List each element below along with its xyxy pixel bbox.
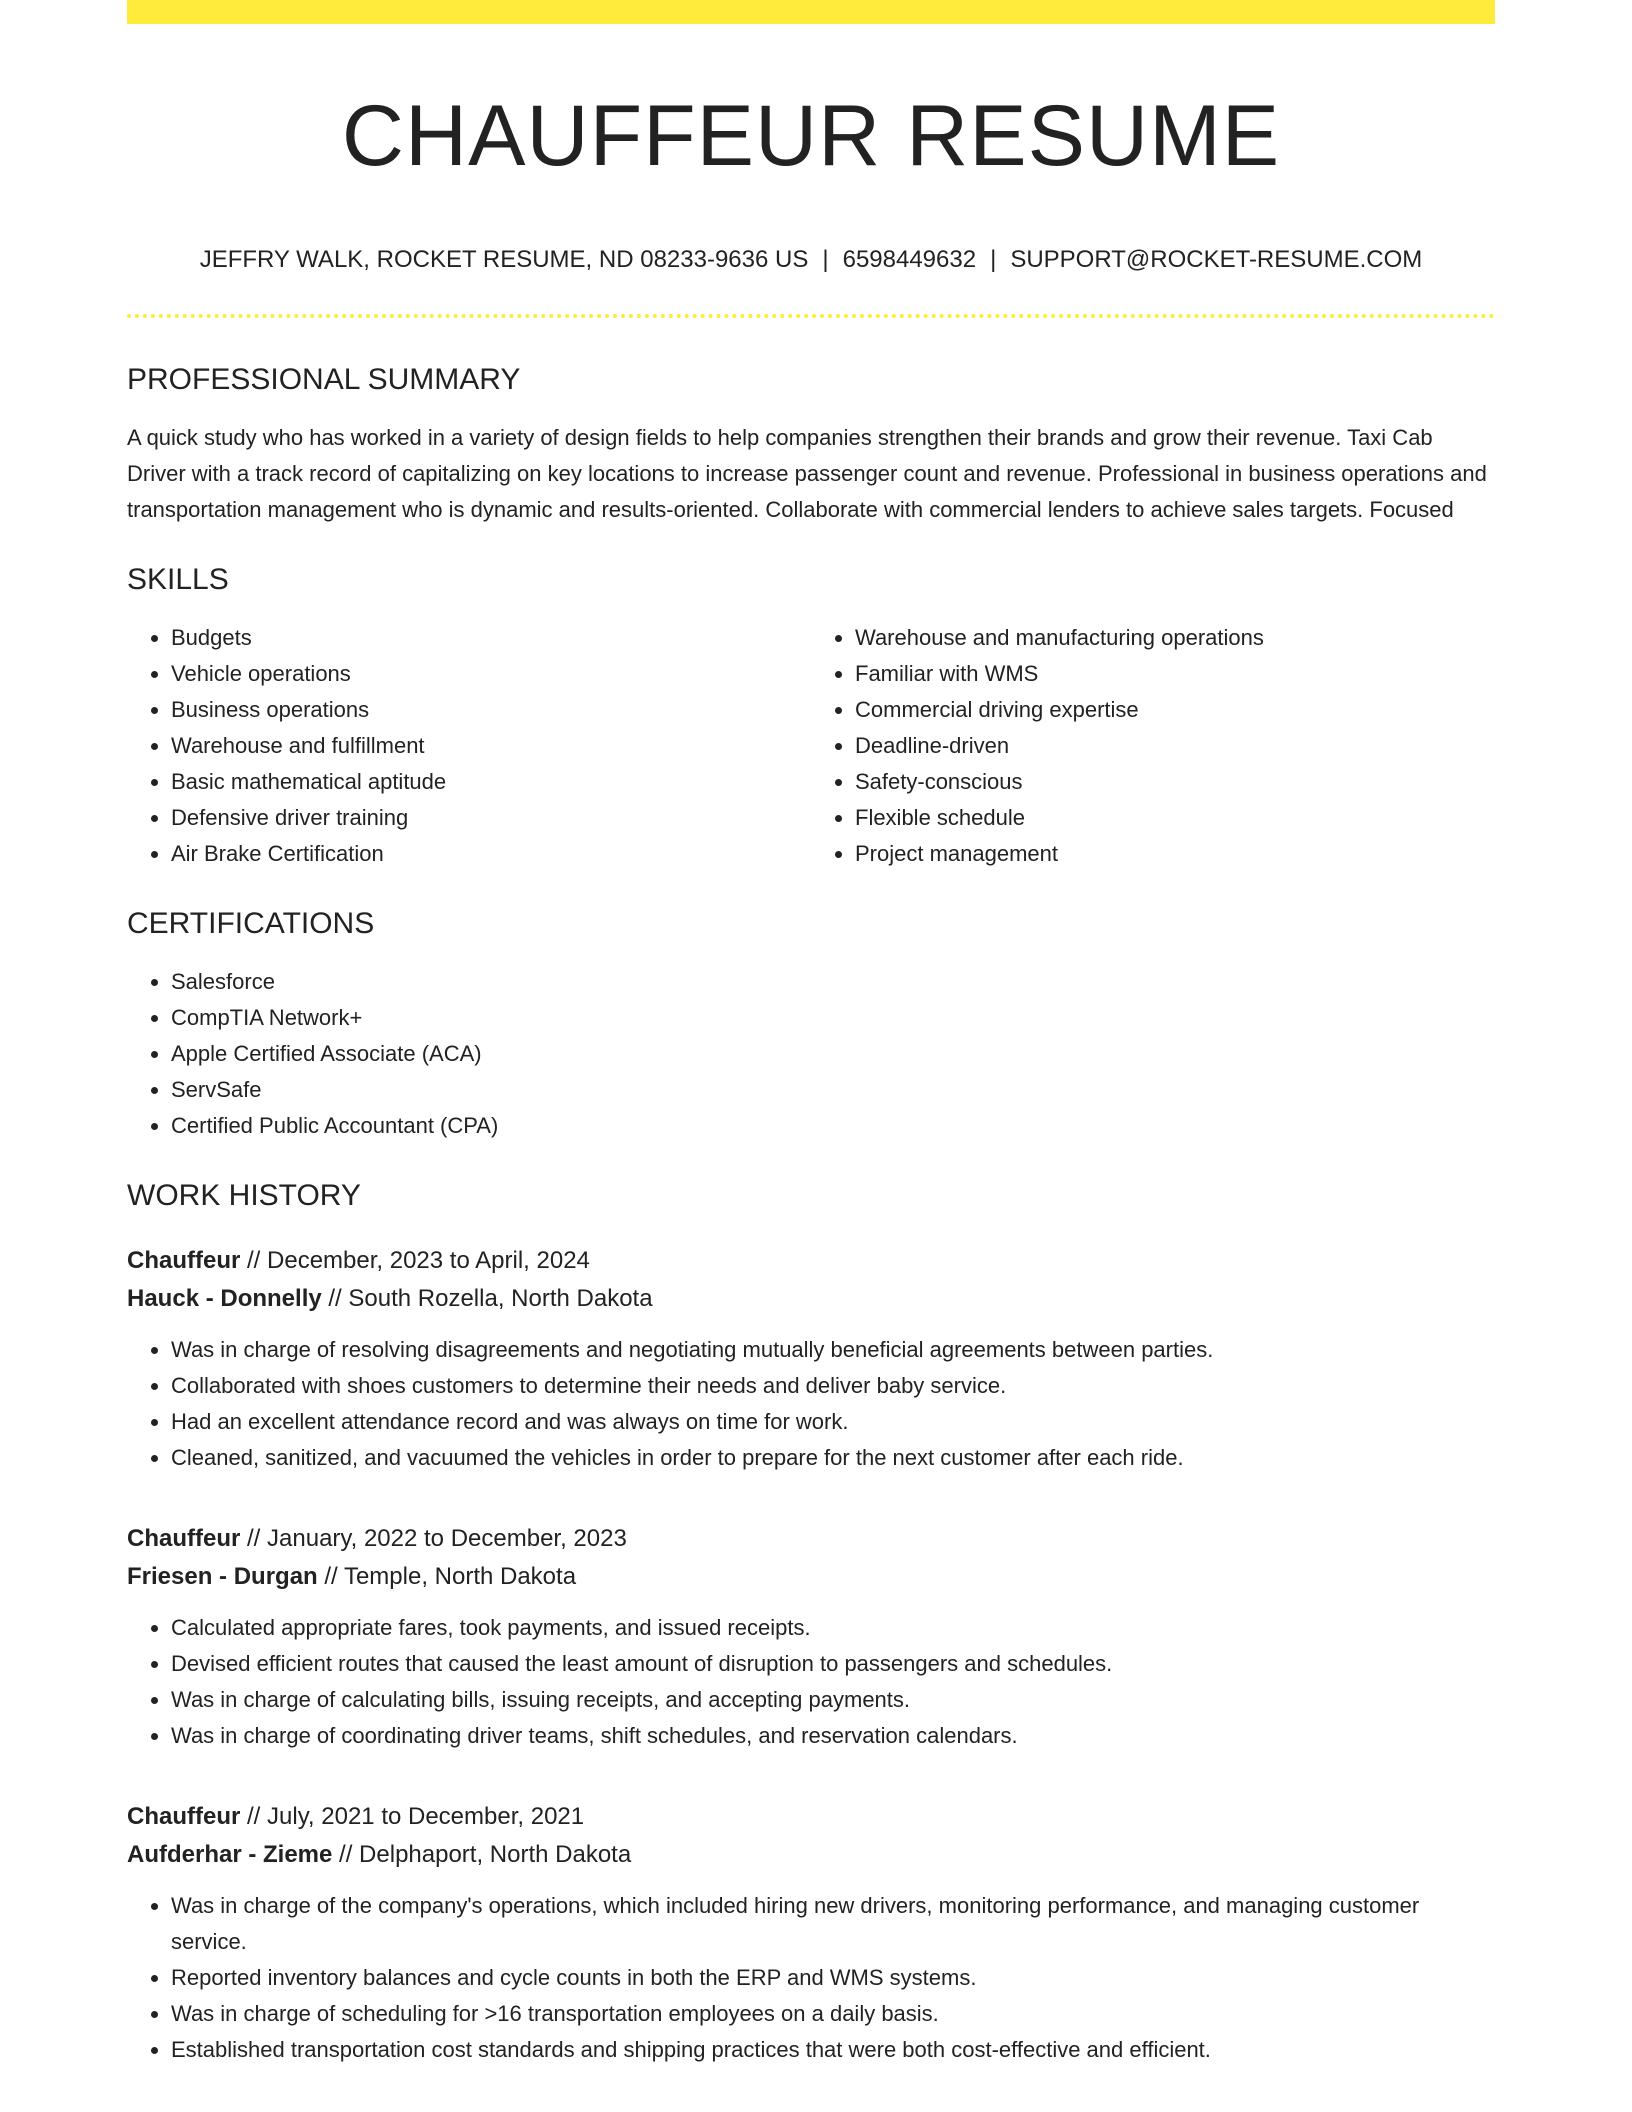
skill-item: • Air Brake Certification [171,836,811,872]
resume-content [127,24,1495,2068]
skill-item: • Safety-conscious [855,764,1495,800]
contact-address: JEFFRY WALK, ROCKET RESUME, ND 08233-9636 US [199,246,809,273]
job-role: Chauffeur [127,1247,241,1274]
job-title-line [127,1520,1495,1558]
job-bullet: • Had an excellent attendance record and was always on time for work. [171,1404,1495,1440]
job-bullet: • Reported inventory balances and cycle counts in both the ERP and WMS systems. [171,1960,1495,1996]
job-bullet: • Collaborated with shoes customers to determine their needs and deliver baby service. [171,1368,1495,1404]
job-location: // South Rozella, North Dakota [328,1285,653,1312]
certifications-list [127,964,1495,1144]
job-title-line [127,1242,1495,1280]
summary-text: A quick study who has worked in a variety of design fields to help companies strengthen their brands and grow their revenue. Taxi Cab Driver with a track record of capitalizing on key locations to increase passenger count and revenue. Professional in business operations and transportation management who is dynamic and results-oriented. Collaborate with commercial lenders to achieve sales targets. Focused [127,425,1487,522]
contact-phone: 6598449632 [842,246,977,273]
job-location: // Temple, North Dakota [324,1563,577,1590]
dotted-divider [127,314,1495,318]
job-role: Chauffeur [127,1525,241,1552]
skill-item: • Vehicle operations [171,656,811,692]
job-bullet: • Was in charge of scheduling for >16 transportation employees on a daily basis. [171,1996,1495,2032]
job-title-line [127,1798,1495,1836]
contact-separator: | [822,246,829,273]
certification-item: • Apple Certified Associate (ACA) [171,1036,1495,1072]
skill-item: • Warehouse and fulfillment [171,728,811,764]
skill-item: • Basic mathematical aptitude [171,764,811,800]
job-company: Friesen - Durgan [127,1563,318,1590]
job-dates: // December, 2023 to April, 2024 [247,1247,590,1274]
skill-item: • Deadline-driven [855,728,1495,764]
skill-item: • Warehouse and manufacturing operations [855,620,1495,656]
job-bullet: • Calculated appropriate fares, took payments, and issued receipts. [171,1610,1495,1646]
contact-email: SUPPORT@ROCKET-RESUME.COM [1010,246,1423,273]
job-entry [127,1242,1495,1476]
contact-line [127,244,1495,276]
job-bullet: • Was in charge of resolving disagreements and negotiating mutually beneficial agreements between parties. [171,1332,1495,1368]
skills-list-right [811,620,1495,872]
skills-list-left [127,620,811,872]
top-accent-bar [127,0,1495,24]
job-entry [127,1798,1495,2068]
skill-item: • Familiar with WMS [855,656,1495,692]
job-location: // Delphaport, North Dakota [339,1841,632,1868]
certification-item: • ServSafe [171,1072,1495,1108]
job-dates: // January, 2022 to December, 2023 [247,1525,627,1552]
certification-item: • CompTIA Network+ [171,1000,1495,1036]
job-bullet: • Was in charge of calculating bills, issuing receipts, and accepting payments. [171,1682,1495,1718]
summary-heading: PROFESSIONAL SUMMARY [127,363,521,396]
job-entry [127,1520,1495,1754]
work-history-heading: WORK HISTORY [127,1179,361,1212]
job-company-line [127,1836,1495,1874]
job-company: Aufderhar - Zieme [127,1841,333,1868]
skills-column-left [127,598,811,872]
skills-column-right [811,598,1495,872]
job-company-line [127,1558,1495,1596]
skill-item: • Defensive driver training [171,800,811,836]
job-dates: // July, 2021 to December, 2021 [247,1803,585,1830]
skill-item: • Budgets [171,620,811,656]
certifications-heading: CERTIFICATIONS [127,907,375,940]
job-bullets [127,1610,1495,1754]
skill-item: • Business operations [171,692,811,728]
job-role: Chauffeur [127,1803,241,1830]
job-bullets [127,1332,1495,1476]
job-company: Hauck - Donnelly [127,1285,322,1312]
job-company-line [127,1280,1495,1318]
skill-item: • Project management [855,836,1495,872]
contact-separator: | [990,246,997,273]
skills-heading: SKILLS [127,563,229,596]
skill-item: • Commercial driving expertise [855,692,1495,728]
skill-item: • Flexible schedule [855,800,1495,836]
job-bullet: • Devised efficient routes that caused the least amount of disruption to passengers and schedules. [171,1646,1495,1682]
job-bullet: • Was in charge of the company's operations, which included hiring new drivers, monitoring performance, and managing customer service. [171,1888,1495,1960]
job-bullets [127,1888,1495,2068]
certification-item: • Certified Public Accountant (CPA) [171,1108,1495,1144]
job-bullet: • Established transportation cost standards and shipping practices that were both cost-effective and efficient. [171,2032,1495,2068]
skills-grid [127,598,1495,872]
job-bullet: • Cleaned, sanitized, and vacuumed the vehicles in order to prepare for the next customer after each ride. [171,1440,1495,1476]
job-bullet: • Was in charge of coordinating driver teams, shift schedules, and reservation calendars. [171,1718,1495,1754]
resume-title: CHAUFFEUR RESUME [341,88,1281,184]
certification-item: • Salesforce [171,964,1495,1000]
